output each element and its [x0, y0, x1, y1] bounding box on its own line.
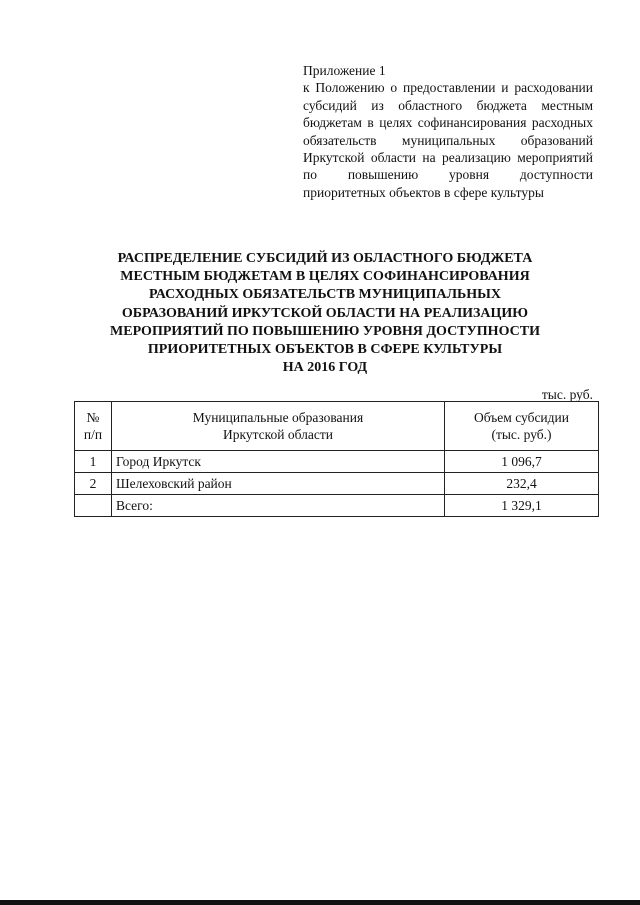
heading-line: НА 2016 ГОД — [282, 360, 368, 376]
heading-line: РАСХОДНЫХ ОБЯЗАТЕЛЬСТВ МУНИЦИПАЛЬНЫХ — [148, 287, 502, 303]
row-municipality: Город Иркутск — [112, 451, 445, 473]
heading-line: РАСПРЕДЕЛЕНИЕ СУБСИДИЙ ИЗ ОБЛАСТНОГО БЮДЖЕТА — [117, 251, 533, 266]
document-heading — [60, 250, 590, 377]
total-num — [75, 495, 112, 517]
row-subsidy: 1 096,7 — [445, 451, 599, 473]
row-subsidy: 232,4 — [445, 473, 599, 495]
heading-line: ОБРАЗОВАНИЙ ИРКУТСКОЙ ОБЛАСТИ НА РЕАЛИЗАЦИЮ — [121, 305, 529, 321]
header-num-line: № — [86, 410, 100, 425]
row-num: 1 — [75, 451, 112, 473]
scan-bottom-edge — [0, 900, 640, 905]
header-num-line: п/п — [83, 427, 103, 442]
heading-line: ПРИОРИТЕТНЫХ ОБЪЕКТОВ В СФЕРЕ КУЛЬТУРЫ — [147, 342, 503, 358]
total-label: Всего: — [112, 495, 445, 517]
table-row — [75, 451, 599, 473]
annex-title: Приложение 1 — [303, 63, 386, 78]
table-total-row — [75, 495, 599, 517]
heading-line: МЕРОПРИЯТИЙ ПО ПОВЫШЕНИЮ УРОВНЯ ДОСТУПНОСТИ — [110, 323, 540, 339]
unit-label: тыс. руб. — [541, 387, 593, 402]
table-header-row — [75, 402, 599, 451]
header-num — [75, 402, 112, 451]
header-value-line: (тыс. руб.) — [491, 427, 552, 442]
heading-line: МЕСТНЫМ БЮДЖЕТАМ В ЦЕЛЯХ СОФИНАНСИРОВАНИЯ — [120, 269, 530, 285]
row-num: 2 — [75, 473, 112, 495]
row-municipality: Шелеховский район — [112, 473, 445, 495]
subsidy-table — [74, 401, 599, 517]
header-name-line: Муниципальные образования — [192, 410, 364, 425]
annex-block — [303, 62, 593, 201]
header-value-line: Объем субсидии — [474, 410, 569, 425]
header-name-line: Иркутской области — [222, 427, 334, 442]
table-row — [75, 473, 599, 495]
header-subsidy — [445, 402, 599, 451]
header-municipality — [112, 402, 445, 451]
total-value: 1 329,1 — [445, 495, 599, 517]
annex-text: к Положению о предоставлении и расходовании субсидий из областного бюджета местным бюджетам в целях софинансирования расходных обязательств муниципальных образований Иркутской области на реализацию мероприятий по повышению уровня доступности приоритетных объектов в сфере культуры — [303, 80, 593, 200]
